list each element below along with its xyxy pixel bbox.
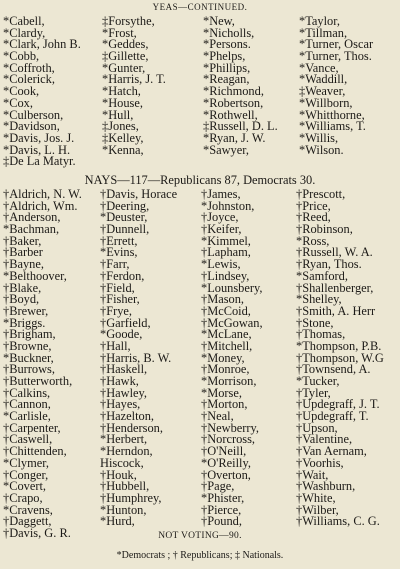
member-name: †Wilber, — [296, 502, 339, 517]
member-name: †Frye, — [100, 303, 133, 318]
member-name: †Harris, B. W. — [100, 350, 172, 365]
member-name: *Hull, — [102, 107, 134, 122]
member-name: *Cox, — [3, 95, 33, 110]
member-name: *Morrison, — [201, 374, 257, 388]
member-name: *Ryan, J. W. — [203, 130, 266, 145]
member-name: †Brigham, — [3, 327, 56, 342]
member-name: †Daggett, — [3, 514, 52, 529]
member-name: *Kenna, — [102, 142, 144, 157]
member-name: †Blake, — [3, 280, 42, 295]
member-name: *Richmond, — [203, 84, 264, 99]
member-name: *Hatch, — [102, 84, 141, 99]
member-name: †Pierce, — [201, 502, 242, 517]
member-name: †Field, — [100, 280, 135, 295]
member-name: ‡Jones, — [102, 119, 139, 134]
member-name: †Morton, — [201, 397, 248, 412]
yeas-column — [102, 16, 203, 168]
yeas-column — [3, 16, 102, 168]
member-name: *Samford, — [296, 268, 348, 283]
member-name: †Hawk, — [100, 374, 139, 388]
member-name: †Robinson, — [296, 222, 353, 237]
member-name: Hiscock, — [100, 455, 144, 470]
member-name: †Norcross, — [201, 432, 256, 447]
member-name: *Turner, Oscar — [299, 37, 374, 52]
member-name: †Upson, — [296, 420, 338, 435]
member-name: †Houk, — [100, 467, 137, 482]
yeas-list — [0, 16, 400, 168]
member-name: *McLane, — [201, 327, 252, 342]
member-name: †Cannon, — [3, 397, 51, 412]
member-name: *Willis, — [299, 130, 339, 145]
member-name: †Lindsey, — [201, 268, 250, 283]
member-name: *Waddill, — [299, 72, 348, 87]
member-name: †Russell, W. A. — [296, 245, 373, 260]
member-name: *Hunton, — [100, 502, 147, 517]
member-name: †Mitchell, — [201, 338, 253, 353]
member-name: †Shallenberger, — [296, 280, 374, 295]
member-name: †Valentine, — [296, 432, 353, 447]
member-name: ‡Russell, D. L. — [203, 119, 278, 134]
member-name: †Hazelton, — [100, 409, 155, 424]
member-name: *Davis, Jos. J. — [3, 130, 75, 145]
member-name: †Bayne, — [3, 257, 44, 272]
member-name: *New, — [203, 14, 235, 28]
member-name: *Cobb, — [3, 49, 40, 64]
nays-heading: NAYS—117—Republicans 87, Democrats 30. — [84, 173, 316, 187]
member-name: *Coffroth, — [3, 60, 55, 75]
member-name: *Wilson. — [299, 142, 344, 157]
member-name: *Turner, Thos. — [299, 49, 372, 64]
member-name: ‡Weaver, — [299, 84, 346, 99]
member-name: †Updegraff, J. T. — [296, 397, 380, 412]
member-name: *Colerick, — [3, 72, 55, 87]
member-name: †Washburn, — [296, 479, 356, 494]
member-name: †Davis, Horace — [100, 187, 178, 201]
member-name: †Monroe, — [201, 362, 250, 377]
section-header: YEAS—CONTINUED. — [152, 2, 248, 12]
member-name: *Lounsbery, — [201, 280, 263, 295]
member-name: †Farr, — [100, 257, 130, 272]
member-name: †Errett, — [100, 233, 138, 248]
member-name: †Dunnell, — [100, 222, 150, 237]
member-name: †Anderson, — [3, 210, 61, 225]
member-name: *Tucker, — [296, 374, 340, 388]
member-name: †Davis, G. R. — [3, 525, 71, 540]
party-legend: *Democrats ; † Republicans; ‡ Nationals. — [116, 550, 284, 561]
member-name: *Reagan, — [203, 72, 250, 87]
member-name: *Herndon, — [100, 444, 153, 459]
member-name: *Williams, T. — [299, 119, 366, 134]
member-name: *House, — [102, 95, 143, 110]
member-name: †Williams, C. G. — [296, 514, 380, 529]
member-name: †Fisher, — [100, 292, 140, 307]
member-name: *Tillman, — [299, 25, 348, 40]
member-name: †Thomas, — [296, 327, 346, 342]
member-name: †Haskell, — [100, 362, 148, 377]
member-name: †Hayes, — [100, 397, 141, 412]
member-name: *Hurd, — [100, 514, 135, 529]
member-name: *Whitthorne, — [299, 107, 365, 122]
nays-column — [296, 189, 399, 540]
member-name: †Baker, — [3, 233, 42, 248]
member-name: †Browne, — [3, 338, 52, 353]
member-name: †Ferdon, — [100, 268, 145, 283]
member-name: †Garfield, — [100, 315, 151, 330]
member-name: *Phister, — [201, 490, 245, 505]
member-name: †Ryan, Thos. — [296, 257, 362, 272]
member-name: †Burrows, — [3, 362, 55, 377]
member-name: †Aldrich, Wm. — [3, 198, 78, 213]
member-name: †Calkins, — [3, 385, 51, 400]
member-name: *Covert, — [3, 479, 47, 494]
member-name: †Mason, — [201, 292, 245, 307]
member-name: *Geddes, — [102, 37, 149, 52]
member-name: †Keifer, — [201, 222, 242, 237]
not-voting-heading: NOT VOTING—90. — [158, 531, 242, 541]
member-name: †Overton, — [201, 467, 251, 482]
member-name: †Prescott, — [296, 187, 346, 201]
member-name: ‡Kelley, — [102, 130, 144, 145]
yeas-column — [203, 16, 299, 168]
nays-list — [0, 189, 400, 540]
member-name: †Aldrich, N. W. — [3, 187, 82, 201]
member-name: †Thompson, W.G — [296, 350, 384, 365]
member-name: *Shelley, — [296, 292, 342, 307]
nays-column — [201, 189, 296, 540]
member-name: †Updegraff, T. — [296, 409, 369, 424]
member-name: *Money, — [201, 350, 245, 365]
member-name: *Cabell, — [3, 14, 45, 28]
member-name: †McCoid, — [201, 303, 251, 318]
member-name: *Thompson, P.B. — [296, 338, 382, 353]
member-name: †Van Aernam, — [296, 444, 367, 459]
member-name: ‡Forsythe, — [102, 14, 155, 28]
member-name: *Rothwell, — [203, 107, 258, 122]
member-name: *Herbert, — [100, 432, 148, 447]
nays-column — [3, 189, 100, 540]
member-name: *Clark, John B. — [3, 37, 81, 52]
member-name: †White, — [296, 490, 336, 505]
member-name: †Wait, — [296, 467, 329, 482]
member-name: †Crapo, — [3, 490, 43, 505]
member-name: *Taylor, — [299, 14, 340, 28]
member-name: *Johnston, — [201, 198, 255, 213]
member-name: *Sawyer, — [203, 142, 249, 157]
member-name: †Hawley, — [100, 385, 148, 400]
nays-column — [100, 189, 201, 540]
member-name: ‡Gillette, — [102, 49, 149, 64]
member-name: †Newberry, — [201, 420, 260, 435]
member-name: †McGowan, — [201, 315, 263, 330]
member-name: †Hall, — [100, 338, 131, 353]
member-name: *Buckner, — [3, 350, 54, 365]
member-name: *Belthoover, — [3, 268, 67, 283]
member-name: *Nicholls, — [203, 25, 255, 40]
member-name: †Chittenden, — [3, 444, 67, 459]
member-name: *Phelps, — [203, 49, 246, 64]
member-name: *Carlisle, — [3, 409, 51, 424]
member-name: ‡De La Matyr. — [3, 154, 76, 169]
member-name: *Persons. — [203, 37, 251, 52]
member-name: †O'Neill, — [201, 444, 247, 459]
member-name: †Deering, — [100, 198, 150, 213]
member-name: †Brewer, — [3, 303, 49, 318]
member-name: *Phillips, — [203, 60, 251, 75]
member-name: *Ross, — [296, 233, 330, 248]
member-name: *Davidson, — [3, 119, 60, 134]
member-name: *Briggs. — [3, 315, 46, 330]
member-name: †Lapham, — [201, 245, 251, 260]
member-name: †Hubbell, — [100, 479, 150, 494]
member-name: *Kimmel, — [201, 233, 251, 248]
member-name: †Conger, — [3, 467, 49, 482]
member-name: †Reed, — [296, 210, 331, 225]
member-name: *Culberson, — [3, 107, 64, 122]
member-name: †Humphrey, — [100, 490, 162, 505]
member-name: †Barber — [3, 245, 43, 260]
member-name: *O'Reilly, — [201, 455, 251, 470]
member-name: *Vance, — [299, 60, 339, 75]
member-name: †Henderson, — [100, 420, 163, 435]
yeas-column — [299, 16, 399, 168]
member-name: †Voorhis, — [296, 455, 344, 470]
member-name: *Willborn, — [299, 95, 353, 110]
member-name: †Boyd, — [3, 292, 40, 307]
member-name: †James, — [201, 187, 241, 201]
member-name: *Lewis, — [201, 257, 241, 272]
member-name: †Stone, — [296, 315, 334, 330]
member-name: *Davis, L. H. — [3, 142, 71, 157]
member-name: *Cook, — [3, 84, 40, 99]
member-name: †Butterworth, — [3, 374, 73, 388]
member-name: †Carpenter, — [3, 420, 61, 435]
member-name: *Clardy, — [3, 25, 46, 40]
member-name: †Pound, — [201, 514, 242, 529]
member-name: †Page, — [201, 479, 235, 494]
member-name: †Neal, — [201, 409, 234, 424]
member-name: *Deuster, — [100, 210, 148, 225]
member-name: *Morse, — [201, 385, 242, 400]
member-name: *Evins, — [100, 245, 138, 260]
member-name: *Clymer, — [3, 455, 49, 470]
member-name: †Caswell, — [3, 432, 53, 447]
member-name: *Cravens, — [3, 502, 53, 517]
member-name: †Joyce, — [201, 210, 239, 225]
member-name: †Price, — [296, 198, 331, 213]
member-name: *Goode, — [100, 327, 143, 342]
member-name: *Robertson, — [203, 95, 264, 110]
member-name: *Bachman, — [3, 222, 60, 237]
member-name: †Townsend, A. — [296, 362, 371, 377]
member-name: *Gunter, — [102, 60, 146, 75]
member-name: *Frost, — [102, 25, 137, 40]
member-name: †Smith, A. Herr — [296, 303, 376, 318]
member-name: †Tyler, — [296, 385, 331, 400]
member-name: *Harris, J. T. — [102, 72, 166, 87]
